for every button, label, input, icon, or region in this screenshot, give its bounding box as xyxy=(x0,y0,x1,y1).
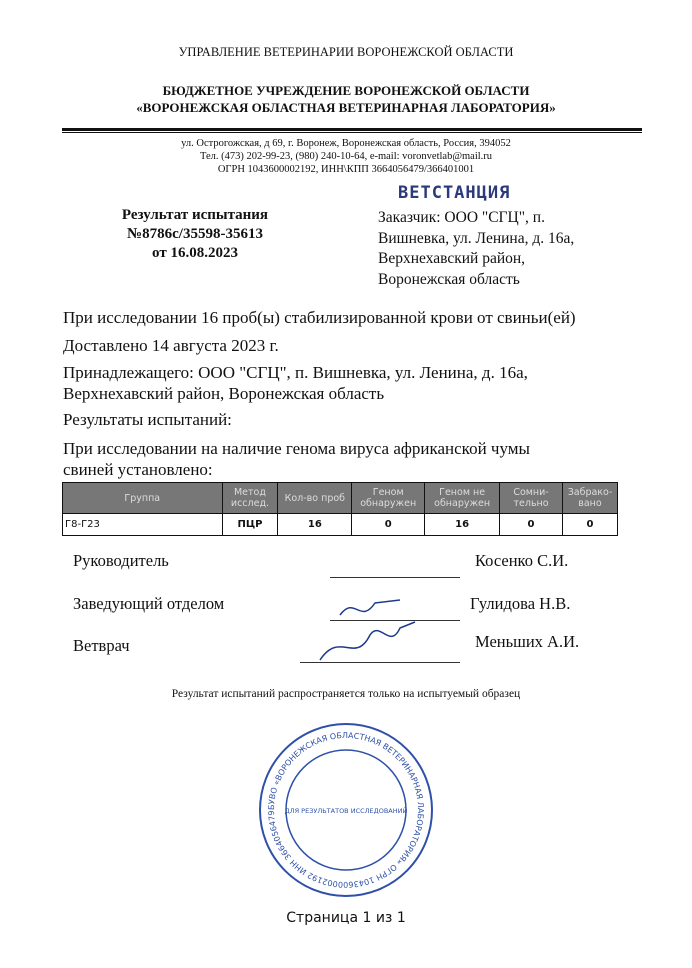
signature-line xyxy=(330,577,460,578)
phones: Тел. (473) 202-99-23, (980) 240-10-64, e-mail: voronvetlab@mail.ru xyxy=(199,151,493,162)
cell-method: ПЦР xyxy=(222,514,278,536)
cell-group: Г8-Г23 xyxy=(63,514,223,536)
organization-name xyxy=(0,82,692,116)
signature-role: Заведующий отделом xyxy=(73,594,225,613)
footer-note: Результат испытаний распространяется только на испытуемый образец xyxy=(171,688,521,700)
col-method: Метод исслед. xyxy=(222,483,278,514)
signature-name: Косенко С.И. xyxy=(475,551,569,570)
cell-rejected: 0 xyxy=(562,514,617,536)
results-heading: Результаты испытаний: xyxy=(63,410,232,429)
result-date: от 16.08.2023 xyxy=(152,245,238,261)
study-text-2: свиней установлено: xyxy=(63,460,213,479)
registration-ids: ОГРН 1043600002192, ИНН\КПП 3664056479/366401001 xyxy=(217,164,475,175)
seal-outer-text: БУВО «ВОРОНЕЖСКАЯ ОБЛАСТНАЯ ВЕТЕРИНАРНАЯ ЛАБОРАТОРИЯ» ОГРН 1043600002192 ИНН 3664056479 xyxy=(266,730,426,890)
signature-scribble xyxy=(320,622,415,660)
page-number: Страница 1 из 1 xyxy=(286,910,406,926)
customer-line: Воронежская область xyxy=(378,270,520,288)
cell-detected: 0 xyxy=(352,514,425,536)
col-rejected: Забрако-вано xyxy=(562,483,617,514)
cell-not-detected: 16 xyxy=(425,514,500,536)
signature-role: Ветврач xyxy=(73,636,130,655)
org-line-2: «ВОРОНЕЖСКАЯ ОБЛАСТНАЯ ВЕТЕРИНАРНАЯ ЛАБОРАТОРИЯ» xyxy=(136,100,556,115)
owner-text-2: Верхнехавский район, Воронежская область xyxy=(63,384,385,403)
signature-scribbles xyxy=(300,585,470,665)
col-group: Группа xyxy=(63,483,223,514)
table-header-row xyxy=(63,483,618,514)
owner-text: Принадлежащего: ООО "СГЦ", п. Вишневка, ул. Ленина, д. 16а, xyxy=(63,363,528,382)
signature-name: Меньших А.И. xyxy=(475,632,580,651)
col-doubtful: Сомни-тельно xyxy=(500,483,563,514)
official-seal xyxy=(256,720,436,900)
cell-count: 16 xyxy=(278,514,352,536)
customer-block xyxy=(378,208,668,290)
result-block xyxy=(95,206,295,263)
vetstation-stamp: ВЕТСТАНЦИЯ xyxy=(398,183,511,203)
address: ул. Острогожская, д 69, г. Воронеж, Воронежская область, Россия, 394052 xyxy=(181,138,511,149)
customer-line: Заказчик: ООО "СГЦ", п. xyxy=(378,209,545,226)
col-not-detected: Геном не обнаружен xyxy=(425,483,500,514)
signature-name: Гулидова Н.В. xyxy=(470,594,571,613)
customer-line: Вишневка, ул. Ленина, д. 16а, xyxy=(378,229,575,247)
signature-scribble xyxy=(340,600,400,615)
study-text: При исследовании на наличие генома вируса африканской чумы xyxy=(63,439,530,458)
signature-role: Руководитель xyxy=(73,551,169,570)
seal-inner-text: ДЛЯ РЕЗУЛЬТАТОВ ИССЛЕДОВАНИЙ xyxy=(284,807,408,815)
results-table xyxy=(62,482,618,536)
result-title: Результат испытания xyxy=(121,207,269,223)
col-detected: Геном обнаружен xyxy=(352,483,425,514)
header-rule xyxy=(62,128,642,131)
delivery-text: Доставлено 14 августа 2023 г. xyxy=(63,336,279,355)
cell-doubtful: 0 xyxy=(500,514,563,536)
ministry-header: УПРАВЛЕНИЕ ВЕТЕРИНАРИИ ВОРОНЕЖСКОЙ ОБЛАСТИ xyxy=(178,45,514,59)
table-row xyxy=(63,514,618,536)
col-count: Кол-во проб xyxy=(278,483,352,514)
customer-line: Верхнехавский район, xyxy=(378,250,526,267)
samples-text: При исследовании 16 проб(ы) стабилизированной крови от свиньи(ей) xyxy=(63,308,576,327)
header-rule-thin xyxy=(62,132,642,133)
result-number: №8786с/35598-35613 xyxy=(127,226,263,242)
org-line-1: БЮДЖЕТНОЕ УЧРЕЖДЕНИЕ ВОРОНЕЖСКОЙ ОБЛАСТИ xyxy=(162,83,530,98)
contact-info xyxy=(0,137,692,176)
